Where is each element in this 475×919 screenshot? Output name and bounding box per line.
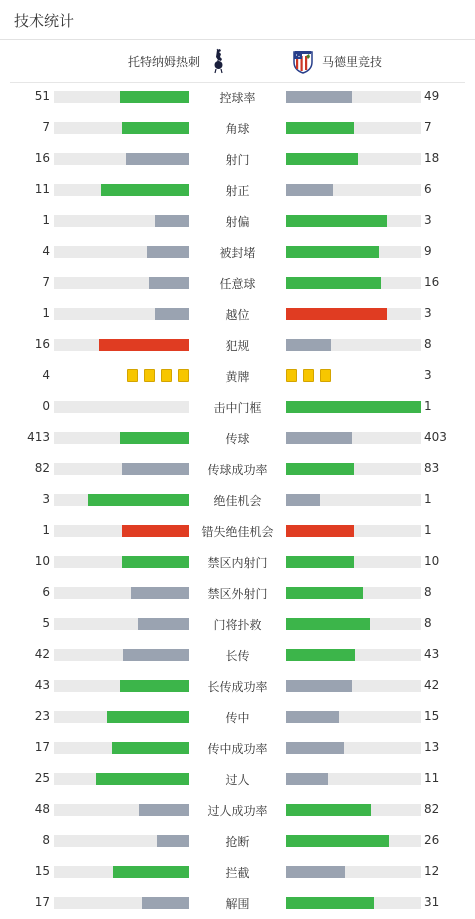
stat-row	[0, 236, 475, 267]
home-bar-track	[54, 339, 189, 351]
away-bar-fill	[286, 432, 352, 444]
home-bar-fill	[155, 308, 189, 320]
home-value: 25	[34, 771, 50, 785]
home-bar-fill	[113, 866, 189, 878]
stat-label: 禁区内射门	[207, 556, 268, 570]
away-bar-track	[286, 494, 421, 506]
stat-row	[0, 577, 475, 608]
away-bar-fill	[286, 773, 328, 785]
home-bar-track	[54, 277, 189, 289]
away-bar-track	[286, 804, 421, 816]
home-bar-track	[54, 804, 189, 816]
away-bar-track	[286, 649, 421, 661]
home-bar-fill	[99, 339, 189, 351]
home-bar-track	[54, 153, 189, 165]
away-bar-track	[286, 184, 421, 196]
stats-header	[0, 0, 475, 40]
away-value: 7	[424, 120, 432, 134]
home-bar-track	[54, 401, 189, 413]
home-bar-fill	[120, 680, 189, 692]
away-team[interactable]	[292, 48, 382, 74]
away-value: 13	[424, 740, 440, 754]
stat-label: 门将扑救	[213, 618, 262, 632]
stat-row	[0, 81, 475, 112]
home-bar-track	[54, 556, 189, 568]
home-yellow-cards	[54, 369, 189, 383]
away-bar-fill	[286, 184, 333, 196]
stat-rows	[0, 81, 475, 918]
home-value: 23	[34, 709, 50, 723]
away-bar-track	[286, 742, 421, 754]
away-bar-track	[286, 866, 421, 878]
away-value: 3	[424, 213, 432, 227]
home-bar-fill	[149, 277, 190, 289]
home-bar-fill	[107, 711, 189, 723]
away-bar-fill	[286, 91, 352, 103]
stat-label: 传中	[225, 711, 250, 725]
away-bar-track	[286, 122, 421, 134]
stat-label: 传中成功率	[207, 742, 268, 756]
teams-bar	[10, 40, 465, 83]
stat-row	[0, 701, 475, 732]
away-value: 1	[424, 492, 432, 506]
stat-row	[0, 794, 475, 825]
away-bar-fill	[286, 556, 354, 568]
home-value: 1	[42, 306, 50, 320]
away-value: 82	[424, 802, 440, 816]
away-value: 15	[424, 709, 440, 723]
home-bar-fill	[157, 835, 189, 847]
yellow-card-icon	[178, 369, 189, 382]
away-bar-fill	[286, 587, 363, 599]
away-value: 18	[424, 151, 440, 165]
away-bar-track	[286, 246, 421, 258]
home-value: 1	[42, 213, 50, 227]
away-bar-track	[286, 277, 421, 289]
stat-label: 黄牌	[225, 370, 250, 384]
home-team-name: 托特纳姆热刺	[127, 54, 200, 69]
stat-row	[0, 391, 475, 422]
stat-row	[0, 298, 475, 329]
away-bar-track	[286, 401, 421, 413]
away-value: 26	[424, 833, 440, 847]
stat-row	[0, 422, 475, 453]
home-value: 43	[34, 678, 50, 692]
home-bar-track	[54, 432, 189, 444]
home-bar-track	[54, 122, 189, 134]
stat-label: 抢断	[225, 835, 250, 849]
stat-row	[0, 515, 475, 546]
away-bar-track	[286, 587, 421, 599]
home-bar-fill	[139, 804, 189, 816]
stat-row	[0, 174, 475, 205]
away-bar-track	[286, 711, 421, 723]
tottenham-cockerel-icon	[208, 48, 230, 74]
away-value: 12	[424, 864, 440, 878]
stat-row	[0, 825, 475, 856]
home-bar-fill	[122, 122, 190, 134]
away-value: 3	[424, 306, 432, 320]
away-value: 11	[424, 771, 440, 785]
away-team-name: 马德里竞技	[322, 54, 383, 69]
away-bar-track	[286, 215, 421, 227]
stat-row	[0, 887, 475, 918]
stat-row	[0, 329, 475, 360]
yellow-card-icon	[320, 369, 331, 382]
stat-row	[0, 453, 475, 484]
stat-row	[0, 484, 475, 515]
home-bar-fill	[138, 618, 189, 630]
stat-row	[0, 360, 475, 391]
stat-label: 射偏	[225, 215, 250, 229]
away-value: 1	[424, 523, 432, 537]
home-bar-fill	[88, 494, 189, 506]
home-bar-fill	[120, 432, 189, 444]
away-bar-fill	[286, 215, 387, 227]
home-value: 3	[42, 492, 50, 506]
home-bar-track	[54, 773, 189, 785]
away-bar-fill	[286, 277, 381, 289]
home-value: 82	[34, 461, 50, 475]
home-bar-fill	[123, 649, 189, 661]
home-team[interactable]	[128, 48, 230, 74]
away-bar-fill	[286, 339, 331, 351]
away-bar-fill	[286, 401, 421, 413]
stat-row	[0, 143, 475, 174]
stat-label: 过人成功率	[207, 804, 268, 818]
away-bar-fill	[286, 308, 387, 320]
away-bar-track	[286, 835, 421, 847]
home-bar-fill	[142, 897, 189, 909]
home-bar-fill	[122, 463, 190, 475]
home-bar-track	[54, 680, 189, 692]
away-bar-track	[286, 463, 421, 475]
stat-label: 角球	[225, 122, 250, 136]
stat-label: 犯规	[225, 339, 250, 353]
away-value: 8	[424, 585, 432, 599]
away-yellow-cards	[286, 369, 421, 383]
away-value: 10	[424, 554, 440, 568]
stat-label: 拦截	[225, 866, 250, 880]
away-bar-track	[286, 897, 421, 909]
home-bar-track	[54, 525, 189, 537]
home-bar-fill	[101, 184, 189, 196]
away-bar-track	[286, 525, 421, 537]
away-bar-fill	[286, 680, 352, 692]
stat-label: 射门	[225, 153, 250, 167]
home-bar-track	[54, 91, 189, 103]
home-bar-track	[54, 215, 189, 227]
yellow-card-icon	[161, 369, 172, 382]
home-value: 7	[42, 120, 50, 134]
away-bar-fill	[286, 866, 345, 878]
stat-label: 过人	[225, 773, 250, 787]
home-bar-track	[54, 463, 189, 475]
home-value: 6	[42, 585, 50, 599]
home-bar-track	[54, 711, 189, 723]
home-value: 5	[42, 616, 50, 630]
stat-row	[0, 732, 475, 763]
stat-label: 长传	[225, 649, 250, 663]
away-value: 8	[424, 616, 432, 630]
stat-label: 绝佳机会	[213, 494, 262, 508]
away-bar-fill	[286, 618, 370, 630]
away-value: 16	[424, 275, 440, 289]
home-value: 8	[42, 833, 50, 847]
stat-label: 传球成功率	[207, 463, 268, 477]
away-bar-fill	[286, 246, 379, 258]
atletico-madrid-crest-icon	[292, 48, 314, 74]
away-value: 8	[424, 337, 432, 351]
stat-row	[0, 763, 475, 794]
yellow-card-icon	[303, 369, 314, 382]
home-value: 16	[34, 151, 50, 165]
home-bar-track	[54, 866, 189, 878]
away-value: 42	[424, 678, 440, 692]
home-value: 15	[34, 864, 50, 878]
home-bar-track	[54, 897, 189, 909]
away-bar-track	[286, 339, 421, 351]
away-bar-track	[286, 773, 421, 785]
away-value: 43	[424, 647, 440, 661]
page-title: 技术统计	[14, 12, 75, 30]
stat-row	[0, 112, 475, 143]
home-value: 4	[42, 368, 50, 382]
away-bar-fill	[286, 153, 358, 165]
stat-row	[0, 639, 475, 670]
home-value: 11	[34, 182, 50, 196]
home-value: 4	[42, 244, 50, 258]
home-bar-fill	[122, 525, 190, 537]
home-bar-track	[54, 308, 189, 320]
stat-label: 任意球	[219, 277, 256, 291]
home-value: 1	[42, 523, 50, 537]
home-value: 17	[34, 895, 50, 909]
away-value: 3	[424, 368, 432, 382]
away-bar-fill	[286, 804, 371, 816]
home-bar-fill	[147, 246, 189, 258]
home-bar-fill	[112, 742, 189, 754]
home-value: 16	[34, 337, 50, 351]
stat-label: 长传成功率	[207, 680, 268, 694]
home-bar-track	[54, 184, 189, 196]
away-bar-fill	[286, 463, 354, 475]
away-value: 403	[424, 430, 447, 444]
home-value: 51	[34, 89, 50, 103]
home-bar-fill	[155, 215, 189, 227]
stat-label: 越位	[225, 308, 250, 322]
away-bar-track	[286, 618, 421, 630]
away-bar-fill	[286, 897, 374, 909]
home-bar-fill	[120, 91, 189, 103]
yellow-card-icon	[144, 369, 155, 382]
away-bar-fill	[286, 649, 355, 661]
away-bar-track	[286, 680, 421, 692]
stat-row	[0, 267, 475, 298]
stat-row	[0, 205, 475, 236]
away-value: 83	[424, 461, 440, 475]
away-value: 1	[424, 399, 432, 413]
home-value: 42	[34, 647, 50, 661]
home-value: 413	[27, 430, 50, 444]
stat-label: 解围	[225, 897, 250, 911]
stat-label: 射正	[225, 184, 250, 198]
home-bar-track	[54, 246, 189, 258]
home-value: 17	[34, 740, 50, 754]
away-bar-track	[286, 432, 421, 444]
away-bar-fill	[286, 742, 344, 754]
home-bar-fill	[122, 556, 190, 568]
yellow-card-icon	[286, 369, 297, 382]
stat-label: 击中门框	[213, 401, 262, 415]
yellow-card-icon	[127, 369, 138, 382]
away-value: 9	[424, 244, 432, 258]
away-bar-track	[286, 556, 421, 568]
away-bar-fill	[286, 711, 339, 723]
stat-row	[0, 670, 475, 701]
home-value: 10	[34, 554, 50, 568]
stat-row	[0, 608, 475, 639]
home-bar-fill	[131, 587, 189, 599]
home-bar-track	[54, 649, 189, 661]
stat-label: 控球率	[219, 91, 256, 105]
stat-row	[0, 856, 475, 887]
away-bar-track	[286, 91, 421, 103]
home-bar-track	[54, 587, 189, 599]
home-bar-track	[54, 742, 189, 754]
stat-row	[0, 546, 475, 577]
home-value: 48	[34, 802, 50, 816]
stat-label: 禁区外射门	[207, 587, 268, 601]
stat-label: 传球	[225, 432, 250, 446]
away-value: 49	[424, 89, 440, 103]
away-bar-track	[286, 308, 421, 320]
away-bar-fill	[286, 494, 320, 506]
home-bar-fill	[126, 153, 189, 165]
away-bar-fill	[286, 122, 354, 134]
away-bar-track	[286, 153, 421, 165]
home-value: 7	[42, 275, 50, 289]
home-bar-fill	[96, 773, 189, 785]
away-bar-fill	[286, 835, 389, 847]
away-value: 31	[424, 895, 440, 909]
home-bar-track	[54, 835, 189, 847]
home-bar-track	[54, 618, 189, 630]
stat-label: 被封堵	[219, 246, 256, 260]
away-bar-fill	[286, 525, 354, 537]
away-value: 6	[424, 182, 432, 196]
home-value: 0	[42, 399, 50, 413]
home-bar-track	[54, 494, 189, 506]
stat-label: 错失绝佳机会	[201, 525, 274, 539]
